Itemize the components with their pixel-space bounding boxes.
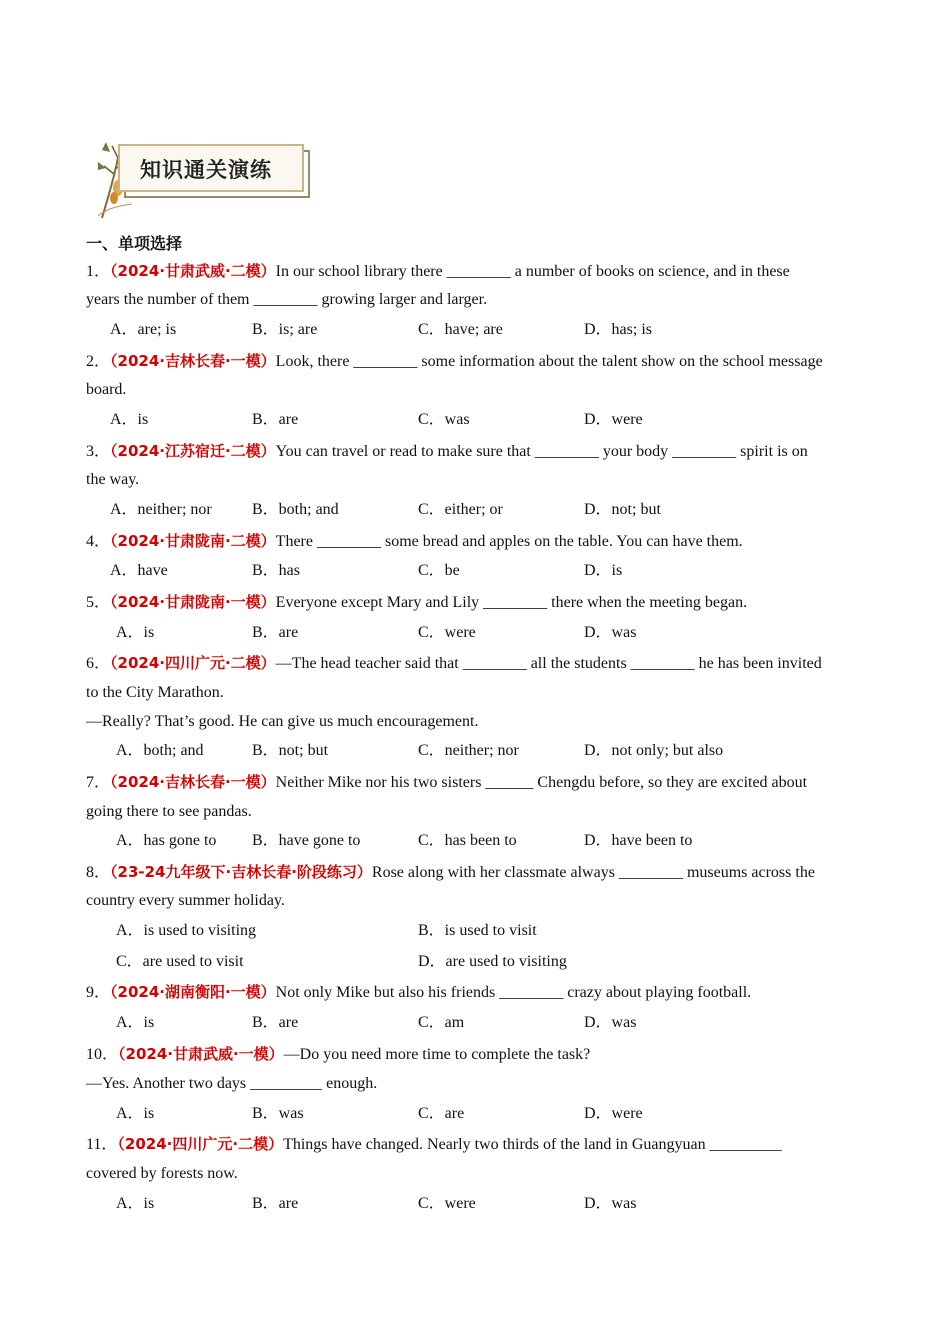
q8-option-c[interactable]: C．are used to visit (116, 953, 244, 970)
q2-option-c[interactable]: C．was (418, 411, 470, 428)
q9-option-b[interactable]: B．are (252, 1014, 299, 1031)
q11-option-b[interactable]: B．are (252, 1195, 299, 1212)
q9-option-d[interactable]: D．was (584, 1014, 637, 1031)
question-8-line-2: country every summer holiday. (86, 892, 285, 909)
q3-option-a[interactable]: A．neither; nor (110, 501, 212, 518)
section-banner (88, 138, 318, 220)
q1-option-b[interactable]: B．is; are (252, 321, 318, 338)
q3-option-b[interactable]: B．both; and (252, 501, 339, 518)
section-title: 一、单项选择 (86, 234, 183, 253)
q8-option-a[interactable]: A．is used to visiting (116, 922, 257, 939)
q1-option-d[interactable]: D．has; is (584, 321, 653, 338)
question-1-line-2: years the number of them ________ growing larger and larger. (86, 291, 488, 308)
question-6-line-2: to the City Marathon. (86, 684, 224, 701)
question-1: 1．（2024·甘肃武威·二模）In our school library there ________ a number of books on science, and in these (86, 262, 790, 280)
q7-option-c[interactable]: C．has been to (418, 832, 517, 849)
q4-option-a[interactable]: A．have (110, 562, 168, 579)
question-8: 8．（23-24九年级下·吉林长春·阶段练习）Rose along with her classmate always ________ museums across the (86, 863, 815, 881)
q10-option-c[interactable]: C．are (418, 1105, 465, 1122)
q7-option-d[interactable]: D．have been to (584, 832, 693, 849)
q3-option-c[interactable]: C．either; or (418, 501, 503, 518)
question-11: 11．（2024·四川广元·二模）Things have changed. Nearly two thirds of the land in Guangyuan _________ (86, 1135, 782, 1153)
question-2-line-2: board. (86, 381, 127, 398)
q5-option-a[interactable]: A．is (116, 624, 155, 641)
q10-option-d[interactable]: D．were (584, 1105, 643, 1122)
q7-option-a[interactable]: A．has gone to (116, 832, 217, 849)
q2-option-b[interactable]: B．are (252, 411, 299, 428)
q4-option-b[interactable]: B．has (252, 562, 301, 579)
q5-option-d[interactable]: D．was (584, 624, 637, 641)
q5-option-c[interactable]: C．were (418, 624, 476, 641)
q1-option-c[interactable]: C．have; are (418, 321, 503, 338)
q4-option-c[interactable]: C．be (418, 562, 460, 579)
question-6-line-3: —Really? That’s good. He can give us much encouragement. (86, 713, 479, 730)
q4-option-d[interactable]: D．is (584, 562, 623, 579)
q8-option-b[interactable]: B．is used to visit (418, 922, 537, 939)
question-2: 2．（2024·吉林长春·一模）Look, there ________ some information about the talent show on the school message (86, 352, 823, 370)
q9-option-c[interactable]: C．am (418, 1014, 465, 1031)
q10-option-b[interactable]: B．was (252, 1105, 304, 1122)
question-3: 3．（2024·江苏宿迁·二模）You can travel or read to make sure that ________ your body ________ spirit is on (86, 442, 808, 460)
q2-option-d[interactable]: D．were (584, 411, 643, 428)
q7-option-b[interactable]: B．have gone to (252, 832, 361, 849)
q6-option-c[interactable]: C．neither; nor (418, 742, 519, 759)
question-6: 6．（2024·四川广元·二模）—The head teacher said that ________ all the students ________ he has been invited (86, 654, 822, 672)
question-11-line-2: covered by forests now. (86, 1165, 238, 1182)
question-10-line-2: —Yes. Another two days _________ enough. (86, 1075, 378, 1092)
q11-option-d[interactable]: D．was (584, 1195, 637, 1212)
q6-option-d[interactable]: D．not only; but also (584, 742, 724, 759)
q3-option-d[interactable]: D．not; but (584, 501, 661, 518)
q10-option-a[interactable]: A．is (116, 1105, 155, 1122)
question-4: 4．（2024·甘肃陇南·二模）There ________ some bread and apples on the table. You can have them. (86, 532, 743, 550)
question-5: 5．（2024·甘肃陇南·一模）Everyone except Mary and Lily ________ there when the meeting began. (86, 593, 748, 611)
q8-option-d[interactable]: D．are used to visiting (418, 953, 567, 970)
q1-option-a[interactable]: A．are; is (110, 321, 177, 338)
q6-option-b[interactable]: B．not; but (252, 742, 329, 759)
question-9: 9．（2024·湖南衡阳·一模）Not only Mike but also his friends ________ crazy about playing football. (86, 983, 752, 1001)
q9-option-a[interactable]: A．is (116, 1014, 155, 1031)
question-10: 10．（2024·甘肃武威·一模）—Do you need more time to complete the task? (86, 1045, 591, 1063)
question-7: 7．（2024·吉林长春·一模）Neither Mike nor his two sisters ______ Chengdu before, so they are excited about (86, 773, 808, 791)
question-3-line-2: the way. (86, 471, 140, 488)
banner-title: 知识通关演练 (140, 158, 272, 182)
q2-option-a[interactable]: A．is (110, 411, 149, 428)
q5-option-b[interactable]: B．are (252, 624, 299, 641)
question-7-line-2: going there to see pandas. (86, 803, 252, 820)
q6-option-a[interactable]: A．both; and (116, 742, 204, 759)
q11-option-c[interactable]: C．were (418, 1195, 476, 1212)
q11-option-a[interactable]: A．is (116, 1195, 155, 1212)
